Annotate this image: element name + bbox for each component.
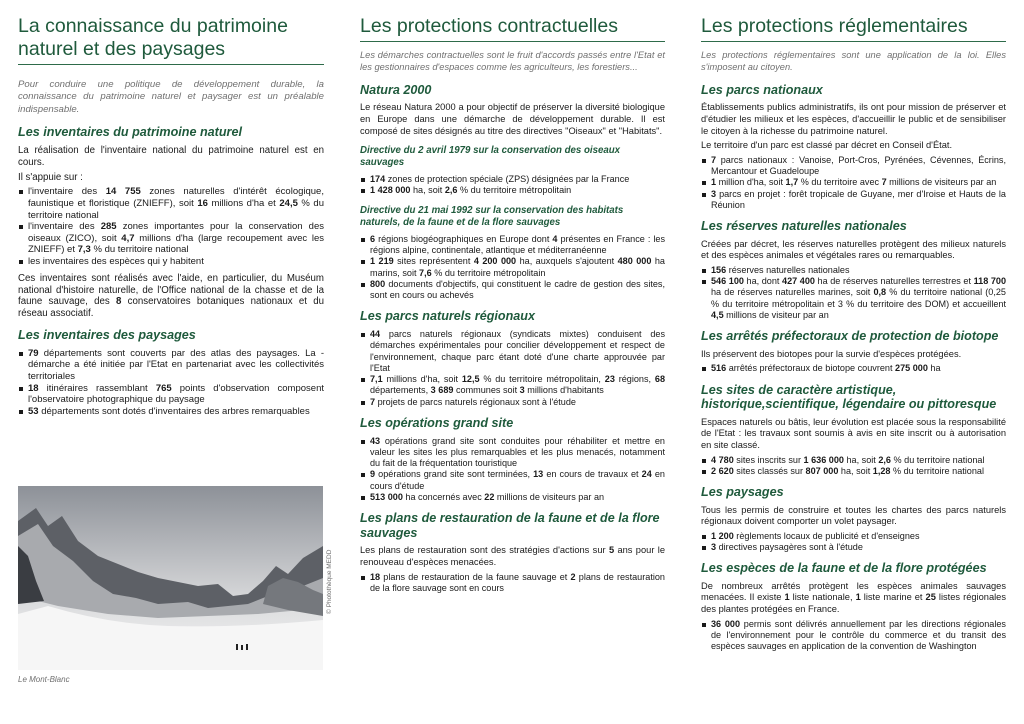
list-item: 6 régions biogéographiques en Europe dont 4 présentes en France : les régions alpine, continentale, atlantique et méditerranéenne [360, 234, 665, 257]
photo-caption: Le Mont-Blanc [18, 675, 70, 684]
section-heading: Les espèces de la faune et de la flore protégées [701, 561, 987, 576]
paragraph: Le territoire d'un parc est classé par décret en Conseil d'État. [701, 140, 953, 151]
bullet-list [701, 155, 1006, 211]
list-item: 7,1 millions d'ha, soit 12,5 % du territoire métropolitain, 23 régions, 68 départements, 3 689 communes soit 3 millions d'habitants [360, 374, 665, 397]
paragraph: Le réseau Natura 2000 a pour objectif de préserver la diversité biologique en Europe dans une démarche de développement durable. Il est composé de sites désignés au titre des directives "Oiseaux" et "Habitats". [360, 102, 665, 136]
section-heading: Les paysages [701, 485, 784, 500]
bullet-list [360, 572, 665, 595]
list-item: 18 plans de restauration de la faune sauvage et 2 plans de restauration de la flore sauvage sont en cours [360, 572, 665, 595]
mont-blanc-photo [18, 486, 323, 670]
bullet-list [18, 348, 324, 418]
paragraph: Espaces naturels ou bâtis, leur évolution est placée sous la responsabilité de l'Etat : les travaux sont soumis à avis en site inscrit ou à autorisation en site classé. [701, 416, 1006, 450]
paragraph: Ils préservent des biotopes pour la survie d'espèces protégées. [701, 348, 962, 359]
section-heading: Les inventaires des paysages [18, 328, 196, 343]
section-heading: Les plans de restauration de la faune et de la flore sauvages [360, 511, 660, 540]
list-item: 4 780 sites inscrits sur 1 636 000 ha, soit 2,6 % du territoire national [701, 455, 1006, 466]
paragraph: Les plans de restauration sont des stratégies d'actions sur 5 ans pour le renouveau d'espèces menacées. [360, 545, 665, 567]
bullet-list [701, 455, 1006, 478]
column-title: La connaissance du patrimoine naturel et des paysages [18, 15, 324, 65]
bullet-list [360, 174, 665, 197]
list-item: 3 parcs en projet : forêt tropicale de Guyane, mer d'Iroise et Hauts de la Réunion [701, 189, 1006, 212]
paragraph: Établissements publics administratifs, ils ont pour mission de préserver et d'étudier les milieux et les espèces, d'accueillir le public et de sensibiliser le citoyen à la richesse du patrimoine naturel. [701, 102, 1006, 136]
column-title: Les protections réglementaires [701, 15, 1006, 42]
paragraph: Créées par décret, les réserves naturelles protègent des milieux naturels et des espèces animales et végétales rares ou remarquables. [701, 238, 1006, 261]
section-heading: Les réserves naturelles nationales [701, 219, 907, 234]
list-item: l'inventaire des 14 755 zones naturelles d'intérêt écologique, faunistique et floristique (ZNIEFF), soit 16 millions d'ha et 24,5 % du territoire national [18, 186, 324, 221]
list-item: 79 départements sont couverts par des atlas des paysages. La -démarche a été initiée par l'Etat en partenariat avec les collectivités territoriales [18, 348, 324, 383]
paragraph: Tous les permis de construire et toutes les chartes des parcs naturels régionaux doivent comporter un volet paysager. [701, 504, 1006, 527]
section-heading: Natura 2000 [360, 82, 432, 97]
list-item: l'inventaire des 285 zones importantes pour la conservation des oiseaux (ZICO), soit 4,7 millions d'ha (large recoupement avec les ZNIEFF) et 7,3 % du territoire national [18, 221, 324, 256]
intro-text: Les protections réglementaires sont une application de la loi. Elles s'imposent au citoyen. [701, 50, 1006, 73]
column-contractuelles [360, 0, 665, 596]
bullet-list [18, 186, 324, 267]
intro-text: Les démarches contractuelles sont le fruit d'accords passés entre l'Etat et les gestionnaires d'espaces comme les agriculteurs, les forestiers... [360, 50, 665, 73]
bullet-list [360, 234, 665, 302]
bullet-list [701, 531, 1006, 554]
list-item: 1 200 règlements locaux de publicité et d'enseignes [701, 531, 1006, 542]
list-item: 1 428 000 ha, soit 2,6 % du territoire métropolitain [360, 185, 665, 196]
bullet-list [360, 436, 665, 504]
list-item: 53 départements sont dotés d'inventaires des arbres remarquables [18, 406, 324, 418]
list-item: 516 arrêtés préfectoraux de biotope couvrent 275 000 ha [701, 363, 1006, 374]
section-heading: Les arrêtés préfectoraux de protection de biotope [701, 329, 999, 344]
subsection-heading: Directive du 2 avril 1979 sur la conservation des oiseaux sauvages [360, 145, 621, 169]
intro-text: Pour conduire une politique de développement durable, la connaissance du patrimoine naturel et paysager est un préalable indispensable. [18, 79, 324, 115]
paragraph: Il s'appuie sur : [18, 171, 83, 183]
paragraph: Ces inventaires sont réalisés avec l'aide, en particulier, du Muséum national d'histoire naturelle, de l'Office national de la chasse et de la faune sauvage, des 8 conservatoires botaniques nationaux et du réseau associatif. [18, 272, 324, 320]
column-reglementaires [701, 0, 1006, 655]
paragraph: De nombreux arrêtés protègent les espèces animales sauvages menacées. Il existe 1 liste nationale, 1 liste marine et 25 listes régionales des plantes protégées en France. [701, 580, 1006, 615]
photo-credit: © Photothèque MEDD [326, 549, 333, 614]
bullet-list [701, 265, 1006, 321]
section-heading: Les inventaires du patrimoine naturel [18, 125, 242, 140]
list-item: 800 documents d'objectifs, qui constituent le cadre de gestion des sites, sont en cours ou achevés [360, 279, 665, 302]
section-heading: Les opérations grand site [360, 416, 514, 431]
list-item: 513 000 ha concernés avec 22 millions de visiteurs par an [360, 492, 665, 503]
section-heading: Les parcs nationaux [701, 82, 823, 97]
list-item: les inventaires des espèces qui y habitent [18, 256, 324, 268]
list-item: 44 parcs naturels régionaux (syndicats mixtes) conduisent des démarches expérimentales pour concilier développement et respect de l'environnement, chaque parc étant doté d'une charte approuvée par l'Etat [360, 329, 665, 374]
list-item: 546 100 ha, dont 427 400 ha de réserves naturelles terrestres et 118 700 ha de réserves naturelles marines, soit 0,8 % du territoire national (0,25 % du territoire métropolitain et 3 % du territoire des DOM) et accueillent 4,5 millions de visiteur par an [701, 276, 1006, 321]
bullet-list [701, 363, 1006, 374]
list-item: 18 itinéraires rassemblant 765 points d'observation composent l'observatoire photographique du paysage [18, 383, 324, 406]
subsection-heading: Directive du 21 mai 1992 sur la conservation des habitats naturels, de la faune et de la flore sauvages [360, 204, 624, 228]
list-item: 7 projets de parcs naturels régionaux sont à l'étude [360, 397, 665, 408]
bullet-list [701, 619, 1006, 653]
list-item: 9 opérations grand site sont terminées, 13 en cours de travaux et 24 en cours d'étude [360, 469, 665, 492]
column-title: Les protections contractuelles [360, 15, 665, 42]
list-item: 36 000 permis sont délivrés annuellement par les directions régionales de l'environnement pour le contrôle du commerce et du transit des espèces sauvages en application de la convention de Washington [701, 619, 1006, 653]
column-connaissance [18, 0, 324, 419]
list-item: 3 directives paysagères sont à l'étude [701, 542, 1006, 553]
list-item: 2 620 sites classés sur 807 000 ha, soit 1,28 % du territoire national [701, 466, 1006, 477]
list-item: 1 219 sites représentent 4 200 000 ha, auxquels s'ajoutent 480 000 ha marins, soit 7,6 % du territoire métropolitain [360, 256, 665, 279]
paragraph: La réalisation de l'inventaire national du patrimoine naturel est en cours. [18, 144, 324, 168]
list-item: 1 million d'ha, soit 1,7 % du territoire avec 7 millions de visiteurs par an [701, 177, 1006, 188]
list-item: 174 zones de protection spéciale (ZPS) désignées par la France [360, 174, 665, 185]
list-item: 7 parcs nationaux : Vanoise, Port-Cros, Pyrénées, Cévennes, Écrins, Mercantour et Guadeloupe [701, 155, 1006, 178]
bullet-list [360, 329, 665, 408]
section-heading: Les parcs naturels régionaux [360, 309, 535, 324]
section-heading: Les sites de caractère artistique, historique,scientifique, légendaire ou pittoresque [701, 382, 997, 412]
list-item: 43 opérations grand site sont conduites pour réhabiliter et mettre en valeur les sites les plus remarquables et les plus menacés, notamment du fait de la fréquentation touristique [360, 436, 665, 470]
list-item: 156 réserves naturelles nationales [701, 265, 1006, 276]
